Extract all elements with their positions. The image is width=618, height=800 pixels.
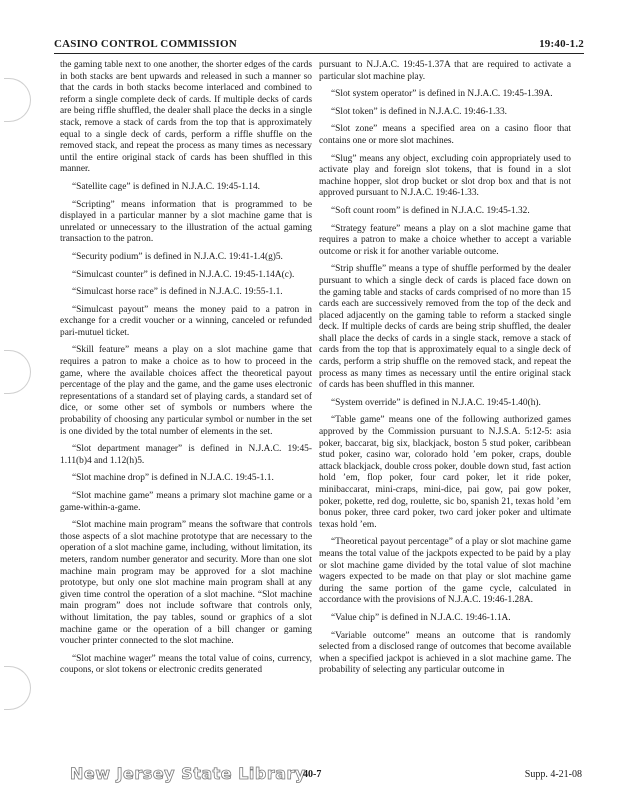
header-title: CASINO CONTROL COMMISSION	[54, 38, 237, 50]
paragraph: the gaming table next to one another, the shorter edges of the cards in both stacks are bent upwards and released in such a manner so that the cards in both stacks become interlaced and combined to reform a single complete deck of cards. If multiple decks of cards are being riffle shuffled, the dealer shall place the decks in a single stack, remove a stack of cards from the top that is approximately equal to a single deck of cards, perform a riffle shuffle on the removed stack, and repeat the process as many times as necessary until the entire original stack of cards has been shuffled in this manner.	[60, 60, 312, 175]
paragraph: “Strip shuffle” means a type of shuffle performed by the dealer pursuant to which a single deck of cards is placed face down on the gaming table and stacks of cards comprised of no more than 15 cards each are successively removed from the top of the deck and placed adjacently on the gaming table to reform a stacked single deck. If multiple decks of cards are being strip shuffled, the dealer shall place the decks of cards in a single stack, remove a stack of cards from the top that is approximately equal to a single deck of cards, perform a strip shuffle on the removed stack, and repeat the process as many times as necessary until the entire original stack of cards has been shuffled in this manner.	[319, 264, 571, 391]
paragraph: “Scripting” means information that is programmed to be displayed in a particular manner by a slot machine game that is unrelated or unnecessary to the illustration of the actual gaming transaction to the patron.	[60, 199, 312, 245]
header-section-number: 19:40-1.2	[539, 38, 584, 50]
paragraph: “Security podium” is defined in N.J.A.C. 19:41-1.4(g)5.	[72, 251, 283, 262]
paragraph: “Slot zone” means a specified area on a casino floor that contains one or more slot machines.	[319, 124, 571, 146]
paragraph: “Slug” means any object, excluding coin appropriately used to activate play and foreign slot tokens, that is found in a slot machine hopper, slot drop bucket or slot drop box and that is not approved pursuant to N.J.A.C. 19:46-1.33.	[319, 153, 571, 199]
library-watermark-logo: New Jersey State Library	[70, 764, 306, 783]
paragraph: “Satellite cage” is defined in N.J.A.C. 19:45-1.14.	[72, 181, 260, 192]
paragraph: “Slot machine game” means a primary slot machine game or a game-within-a-game.	[60, 491, 312, 513]
left-column	[60, 60, 312, 683]
paragraph: “Slot machine main program” means the software that controls those aspects of a slot machine prototype that are necessary to the operation of a slot machine game, including, without limitation, its meters, random number generator and security. More than one slot machine main program may be approved for a slot machine prototype, but only one slot machine main program shall at any given time control the operation of a slot machine. “Slot machine main program” does not include software that controls only, without limitation, the pay tables, sound or graphics of a slot machine game or the operation of a bill changer or gaming voucher printer connected to the slot machine.	[60, 520, 312, 647]
paragraph: “Slot machine wager” means the total value of coins, currency, coupons, or slot tokens or electronic credits generated	[60, 653, 312, 676]
binder-hole	[4, 666, 31, 710]
paragraph: “Skill feature” means a play on a slot machine game that requires a patron to make a choice as to how to proceed in the game, where the available choices affect the theoretical payout percentage of the play and the game, and the game uses electronic representations of a standard set of playing cards, a standard set of dice, or some other set of symbols or numbers where the probability of choosing any particular symbol or number in the set is one divided by the total number of elements in the set.	[60, 345, 312, 437]
header-rule	[54, 53, 584, 54]
paragraph: “Strategy feature” means a play on a slot machine game that requires a patron to make a choice whether to accept a variable outcome or risk it for another variable outcome.	[319, 223, 571, 257]
binder-hole	[4, 350, 31, 394]
paragraph: pursuant to N.J.A.C. 19:45-1.37A that are required to activate a particular slot machine play.	[319, 60, 571, 82]
right-column	[319, 60, 571, 683]
paragraph: “Slot department manager” is defined in N.J.A.C. 19:45-1.11(b)4 and 1.12(h)5.	[60, 444, 312, 466]
paragraph: “Table game” means one of the following authorized games approved by the Commission pursuant to N.J.S.A. 5:12-5: asia poker, baccarat, big six, blackjack, boston 5 stud poker, caribbean stud poker, casino war, colorado hold ’em poker, craps, double attack blackjack, double cross poker, double down stud, fast action hold ’em, flop poker, four card poker, let it ride poker, minibaccarat, mini-craps, mini-dice, pai gow, pai gow poker, poker, pokette, red dog, roulette, sic bo, spanish 21, texas hold ’em bonus poker, three card poker, two card joker poker and ultimate texas hold ’em.	[319, 415, 571, 530]
paragraph: “Slot token” is defined in N.J.A.C. 19:46-1.33.	[331, 106, 508, 117]
paragraph: “Variable outcome” means an outcome that is randomly selected from a disclosed range of outcomes that become available when a specified jackpot is achieved in a slot machine game. The probability of selecting any particular outcome in	[319, 630, 571, 676]
binder-hole	[4, 78, 31, 122]
running-header	[54, 38, 584, 54]
supplement-date: Supp. 4-21-08	[524, 769, 582, 780]
paragraph: “Soft count room” is defined in N.J.A.C. 19:45-1.32.	[331, 205, 530, 216]
paragraph: “Value chip” is defined in N.J.A.C. 19:46-1.1A.	[331, 612, 511, 623]
paragraph: “System override” is defined in N.J.A.C. 19:45-1.40(h).	[331, 397, 541, 408]
paragraph: “Simulcast horse race” is defined in N.J.A.C. 19:55-1.1.	[72, 287, 283, 298]
paragraph: “Simulcast payout” means the money paid to a patron in exchange for a credit voucher or a winning, canceled or refunded pari-mutuel ticket.	[60, 304, 312, 338]
paragraph: “Slot system operator” is defined in N.J.A.C. 19:45-1.39A.	[331, 89, 553, 100]
paragraph: “Theoretical payout percentage” of a play or slot machine game means the total value of the jackpots expected to be paid by a play or slot machine game divided by the total value of slot machine wagers expected to be made on that play or slot machine game during the same portion of the game cycle, calculated in accordance with the provisions of N.J.A.C. 19:46-1.28A.	[319, 537, 571, 606]
paragraph: “Slot machine drop” is defined in N.J.A.C. 19:45-1.1.	[72, 473, 274, 484]
page-number: 40-7	[303, 769, 322, 780]
paragraph: “Simulcast counter” is defined in N.J.A.C. 19:45-1.14A(c).	[72, 269, 295, 280]
